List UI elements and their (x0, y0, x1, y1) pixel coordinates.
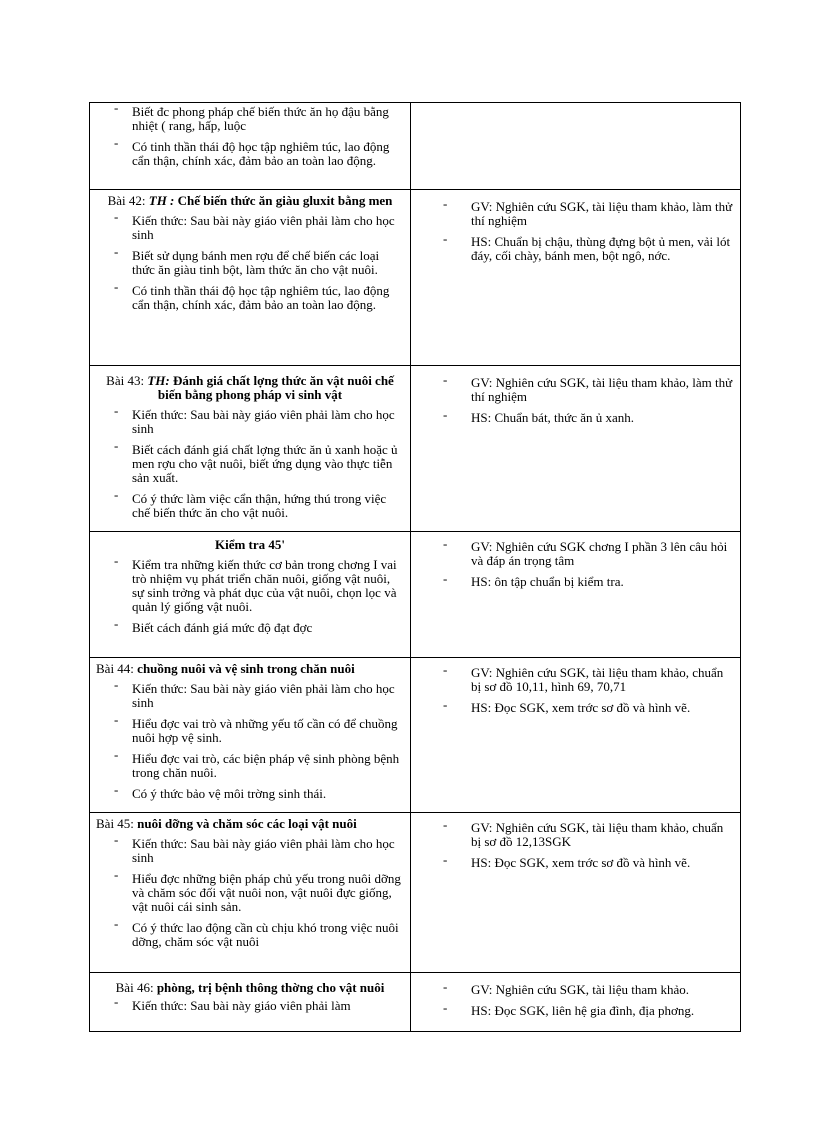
objectives-cell (90, 532, 411, 658)
lesson-title: Bài 43: TH: Đánh giá chất lợng thức ăn vật nuôi chế biến bằng phong pháp vi sinh vật (106, 373, 394, 402)
list-item: - GV: Nghiên cứu SGK, tài liệu tham khảo. (443, 983, 734, 997)
list-item: - HS: Chuẩn bị chậu, thùng đựng bột ủ men, vải lót đáy, cối chày, bánh men, bột ngô, nớc. (443, 235, 734, 263)
objectives-cell (90, 190, 411, 366)
objectives-cell (90, 366, 411, 532)
objectives-list (96, 682, 404, 801)
list-item: - HS: Đọc SGK, liên hệ gia đình, địa phơng. (443, 1004, 734, 1018)
preparation-list (417, 821, 734, 870)
list-item: - GV: Nghiên cứu SGK, tài liệu tham khảo, chuẩn bị sơ đồ 10,11, hình 69, 70,71 (443, 666, 734, 694)
list-item: - Kiến thức: Sau bài này giáo viên phải làm cho học sinh (116, 837, 404, 865)
lesson-title: Bài 44: chuồng nuôi và vệ sinh trong chăn nuôi (96, 661, 355, 676)
lesson-title: Bài 46: phòng, trị bệnh thông thờng cho vật nuôi (115, 980, 385, 995)
list-item: - Có ý thức lao động cần cù chịu khó trong việc nuôi dỡng, chăm sóc vật nuôi (116, 921, 404, 949)
preparation-cell (411, 190, 741, 366)
preparation-cell (411, 532, 741, 658)
list-item: - Có ý thức làm việc cẩn thận, hứng thú trong việc chế biến thức ăn cho vật nuôi. (116, 492, 404, 520)
objectives-list (96, 105, 404, 168)
preparation-cell (411, 973, 741, 1032)
lesson-plan-table (89, 102, 741, 1032)
list-item: - Kiến thức: Sau bài này giáo viên phải làm cho học sinh (116, 682, 404, 710)
lesson-title: Kiểm tra 45' (214, 537, 286, 552)
list-item: - GV: Nghiên cứu SGK, tài liệu tham khảo, làm thử thí nghiệm (443, 376, 734, 404)
list-item: - HS: Đọc SGK, xem trớc sơ đồ và hình vẽ. (443, 701, 734, 715)
list-item: - Kiến thức: Sau bài này giáo viên phải làm cho học sinh (116, 408, 404, 436)
preparation-list (417, 540, 734, 589)
objectives-list (96, 214, 404, 312)
objectives-cell (90, 973, 411, 1032)
objectives-cell (90, 658, 411, 813)
list-item: - Có tinh thần thái độ học tập nghiêm túc, lao động cẩn thận, chính xác, đảm bảo an toàn lao động. (116, 284, 404, 312)
list-item: - Hiểu đợc những biện pháp chủ yếu trong nuôi dỡng và chăm sóc đối vật nuôi non, vật nuôi đực giống, vật nuôi cái sinh sản. (116, 872, 404, 914)
table-row (90, 813, 741, 973)
list-item: - GV: Nghiên cứu SGK, tài liệu tham khảo, chuẩn bị sơ đồ 12,13SGK (443, 821, 734, 849)
objectives-list (96, 558, 404, 635)
list-item: - Biết đc phong pháp chế biến thức ăn họ đậu bằng nhiệt ( rang, hấp, luộc (116, 105, 404, 133)
list-item: - Biết cách đánh giá chất lợng thức ăn ủ xanh hoặc ủ men rợu cho vật nuôi, biết ứng dụng vào thực tiễn sản xuất. (116, 443, 404, 485)
list-item: - Hiểu đợc vai trò, các biện pháp vệ sinh phòng bệnh trong chăn nuôi. (116, 752, 404, 780)
table-row (90, 973, 741, 1032)
list-item: - Có ý thức bảo vệ môi trờng sinh thái. (116, 787, 404, 801)
preparation-list (417, 376, 734, 425)
list-item: - HS: ôn tập chuẩn bị kiểm tra. (443, 575, 734, 589)
list-item: - HS: Đọc SGK, xem trớc sơ đồ và hình vẽ. (443, 856, 734, 870)
list-item: - Hiểu đợc vai trò và những yếu tố cần có để chuồng nuôi hợp vệ sinh. (116, 717, 404, 745)
table-row (90, 103, 741, 190)
list-item: - HS: Chuẩn bát, thức ăn ủ xanh. (443, 411, 734, 425)
table-row (90, 658, 741, 813)
preparation-list (417, 983, 734, 1018)
list-item: - Biết sử dụng bánh men rợu để chế biến các loại thức ăn giàu tinh bột, làm thức ăn cho vật nuôi. (116, 249, 404, 277)
preparation-list (417, 200, 734, 263)
preparation-list (417, 666, 734, 715)
preparation-cell (411, 103, 741, 190)
list-item: - Có tinh thần thái độ học tập nghiêm túc, lao động cẩn thận, chính xác, đảm bảo an toàn lao động. (116, 140, 404, 168)
objectives-cell (90, 103, 411, 190)
preparation-cell (411, 658, 741, 813)
table-row (90, 532, 741, 658)
table-row (90, 366, 741, 532)
list-item: - Kiến thức: Sau bài này giáo viên phải làm cho học sinh (116, 214, 404, 242)
objectives-list (96, 408, 404, 520)
objectives-cell (90, 813, 411, 973)
list-item: - GV: Nghiên cứu SGK chơng I phần 3 lên câu hỏi và đáp án trọng tâm (443, 540, 734, 568)
objectives-list (96, 999, 404, 1013)
list-item: - GV: Nghiên cứu SGK, tài liệu tham khảo, làm thử thí nghiệm (443, 200, 734, 228)
list-item: - Kiểm tra những kiến thức cơ bản trong chơng I vai trò nhiệm vụ phát triển chăn nuôi, giống vật nuôi, sự sinh trởng và phát dục của vật nuôi, chọn lọc và quản lý giống vật nuôi. (116, 558, 404, 614)
objectives-list (96, 837, 404, 949)
list-item: - Biết cách đánh giá mức độ đạt đợc (116, 621, 404, 635)
preparation-cell (411, 813, 741, 973)
lesson-title: Bài 45: nuôi dỡng và chăm sóc các loại vật nuôi (96, 816, 357, 831)
lesson-title: Bài 42: TH : Chế biến thức ăn giàu gluxit bằng men (107, 193, 393, 208)
table-row (90, 190, 741, 366)
preparation-cell (411, 366, 741, 532)
list-item: - Kiến thức: Sau bài này giáo viên phải làm (116, 999, 404, 1013)
